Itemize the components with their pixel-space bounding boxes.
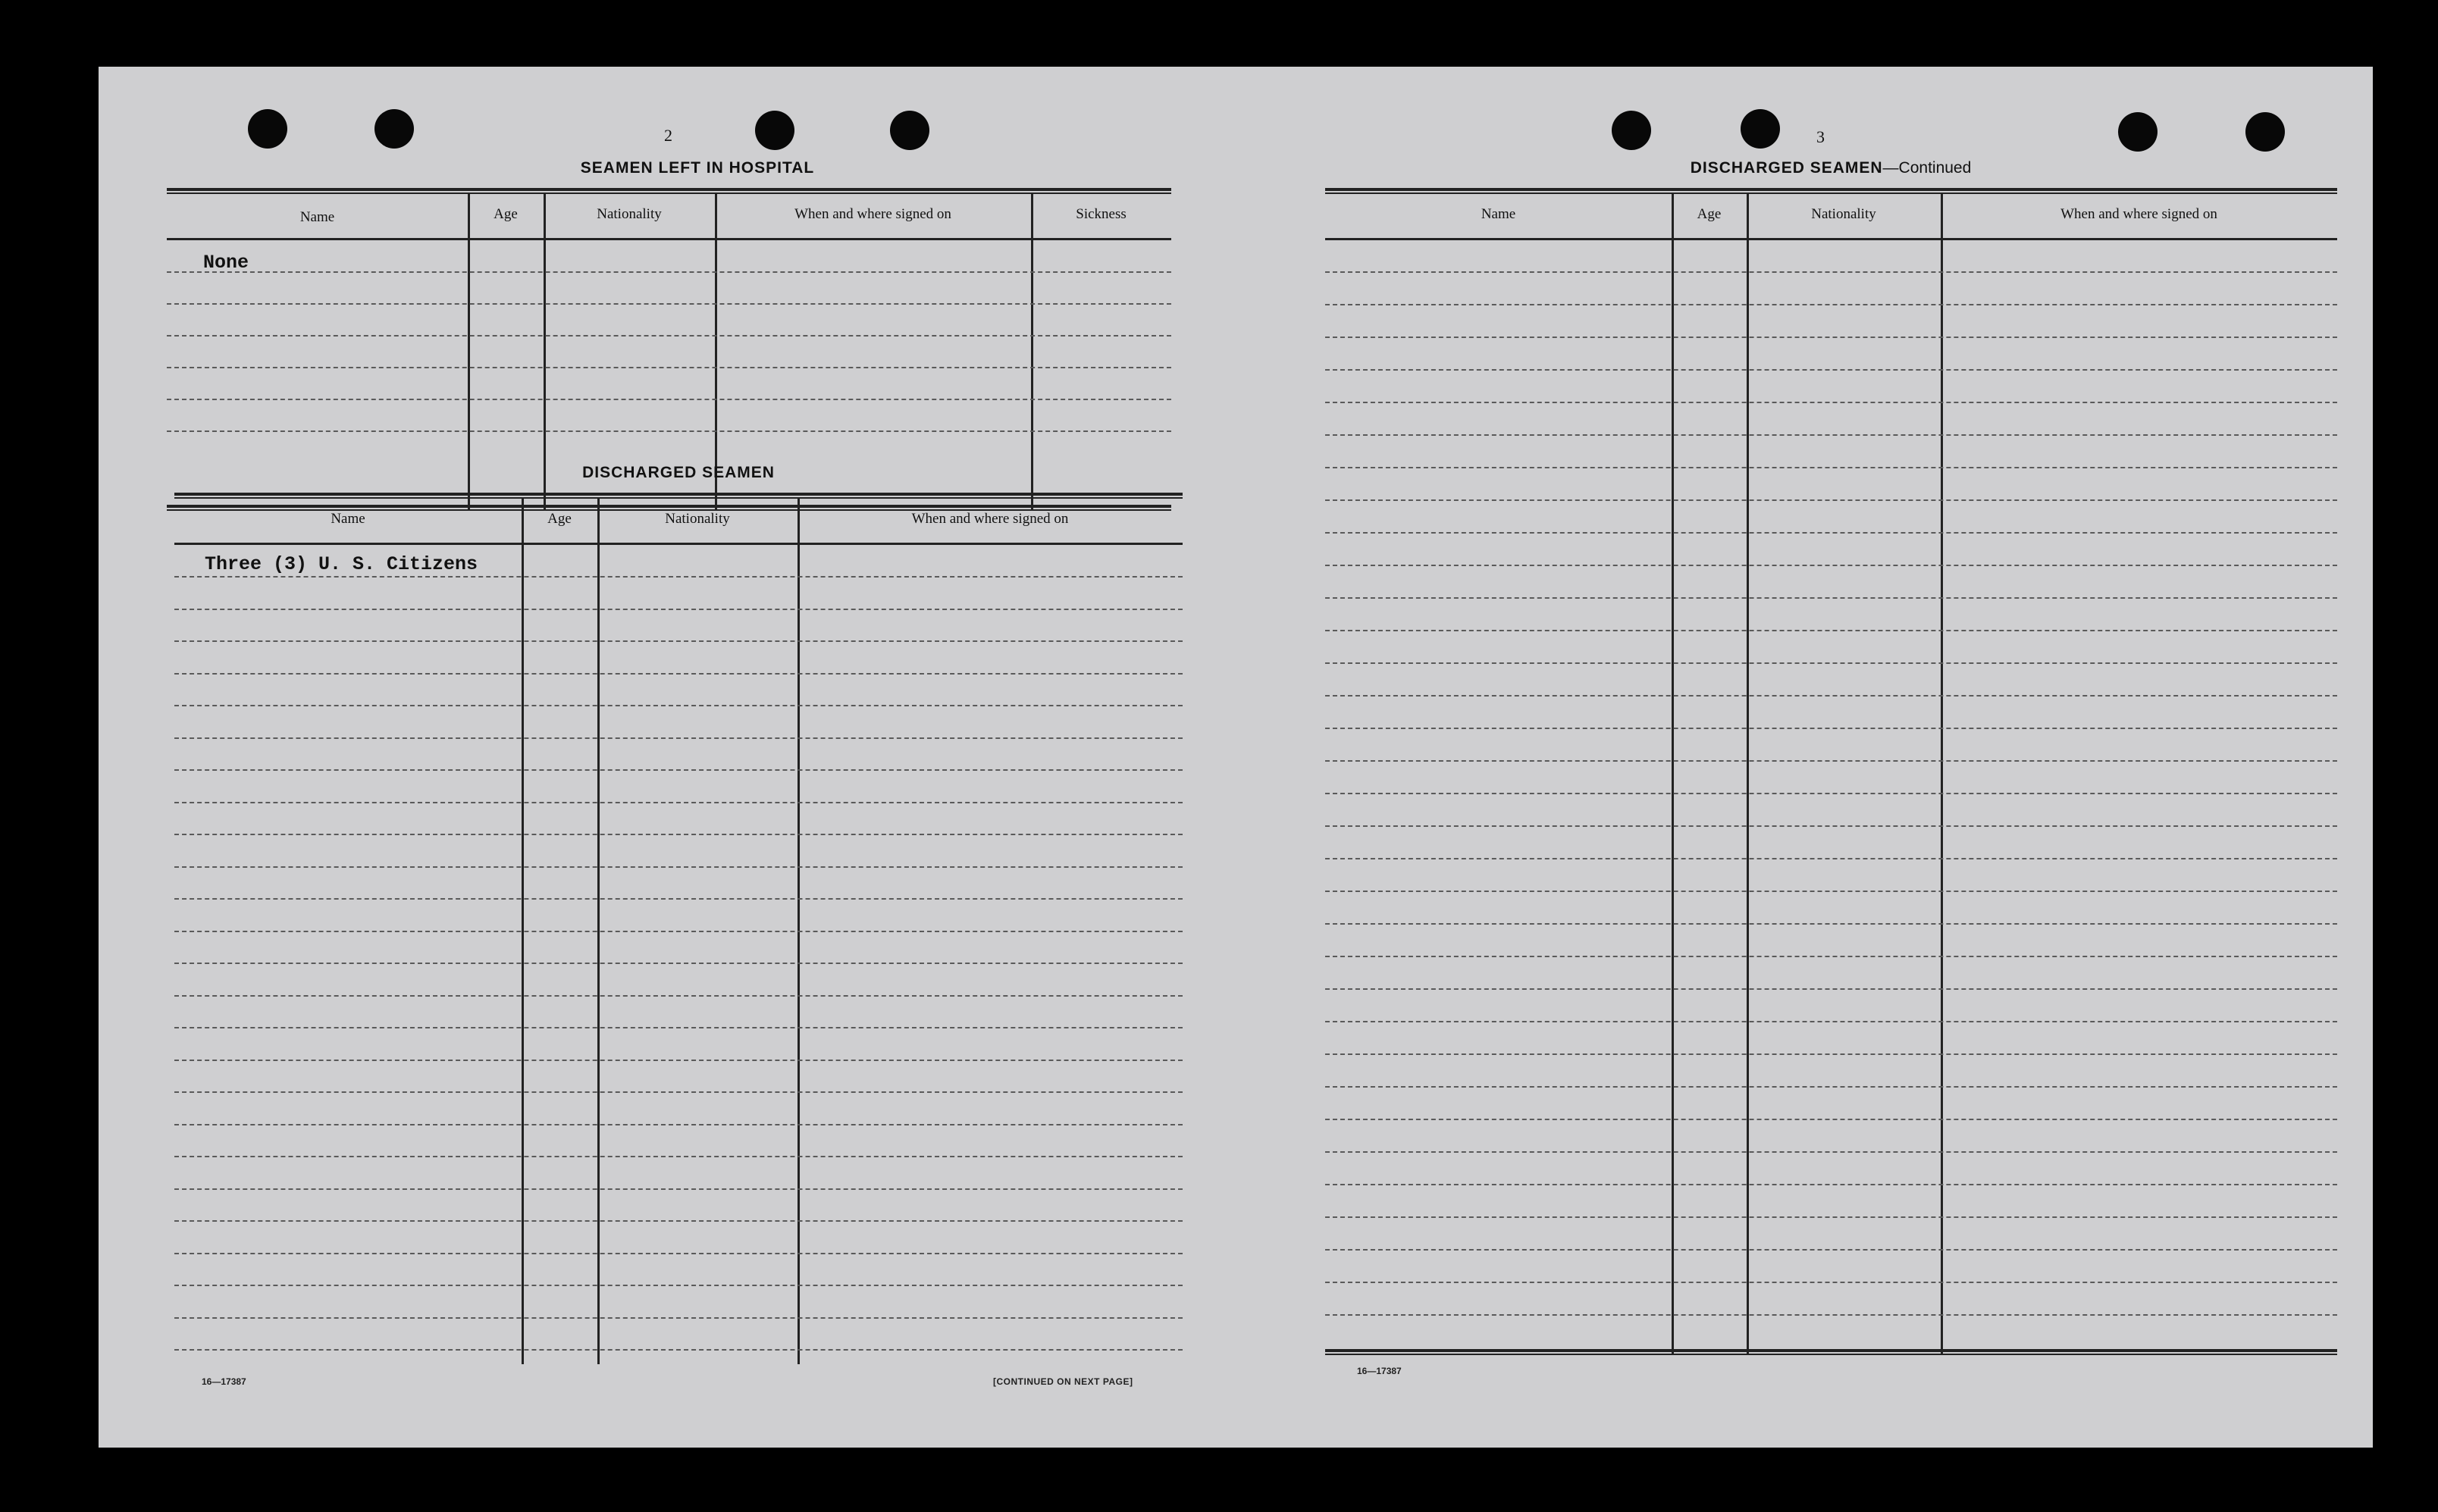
ruled-line — [174, 769, 1183, 771]
hospital-entry: None — [203, 252, 249, 274]
ruled-line — [1325, 662, 2337, 664]
ruled-line — [1325, 1184, 2337, 1185]
ruled-line — [1325, 858, 2337, 859]
discharged-title: DISCHARGED SEAMEN — [582, 464, 775, 481]
ruled-line — [174, 834, 1183, 835]
page-number: 3 — [1816, 127, 1825, 146]
col-header-name: Name — [299, 209, 335, 225]
ruled-line — [1325, 467, 2337, 468]
discharged-continued-table — [1325, 188, 2337, 1355]
ruled-line — [174, 1220, 1183, 1222]
ruled-line — [174, 1091, 1183, 1093]
ruled-line — [174, 737, 1183, 739]
ruled-line — [174, 1253, 1183, 1254]
ruled-line — [1325, 1216, 2337, 1218]
ruled-line — [174, 963, 1183, 964]
ruled-line — [174, 802, 1183, 803]
ruled-line — [174, 1285, 1183, 1286]
document-sheet — [99, 67, 2373, 1448]
ruled-line — [174, 1124, 1183, 1125]
ruled-line — [1325, 1086, 2337, 1088]
punch-hole — [248, 109, 287, 149]
form-number: 16—17387 — [202, 1376, 246, 1387]
ruled-line — [174, 1027, 1183, 1028]
ruled-line — [174, 931, 1183, 932]
ruled-line — [174, 1060, 1183, 1061]
ruled-line — [1325, 825, 2337, 827]
col-header-signed-on: When and where signed on — [794, 206, 951, 222]
ruled-line — [1325, 1249, 2337, 1251]
col-header-age: Age — [547, 511, 572, 527]
ruled-line — [1325, 369, 2337, 371]
col-header-age: Age — [1697, 206, 1722, 222]
title-main: DISCHARGED SEAMEN — [1690, 159, 1883, 177]
ruled-line — [1325, 793, 2337, 794]
ruled-line — [174, 995, 1183, 997]
form-number: 16—17387 — [1357, 1366, 1402, 1376]
col-header-nationality: Nationality — [597, 206, 662, 222]
punch-hole — [1612, 111, 1651, 150]
ruled-line — [1325, 728, 2337, 729]
ruled-line — [1325, 597, 2337, 599]
col-header-name: Name — [1481, 206, 1516, 222]
ruled-line — [174, 1349, 1183, 1351]
continued-note: [CONTINUED ON NEXT PAGE] — [993, 1376, 1133, 1387]
ruled-line — [1325, 1053, 2337, 1055]
ruled-line — [1325, 1021, 2337, 1022]
ruled-line — [1325, 891, 2337, 892]
ruled-line — [174, 640, 1183, 642]
ruled-line — [174, 1156, 1183, 1157]
punch-hole — [1741, 109, 1780, 149]
ruled-line — [1325, 695, 2337, 697]
discharged-table — [174, 493, 1183, 1364]
page-number: 2 — [664, 126, 672, 145]
ruled-line — [174, 576, 1183, 578]
ruled-line — [1325, 271, 2337, 273]
col-header-signed-on: When and where signed on — [911, 511, 1069, 527]
ruled-line — [1325, 434, 2337, 436]
hospital-title: SEAMEN LEFT IN HOSPITAL — [580, 159, 815, 177]
punch-hole — [2118, 112, 2158, 152]
ruled-line — [1325, 1151, 2337, 1153]
ruled-line — [1325, 923, 2337, 925]
ruled-line — [174, 673, 1183, 675]
col-header-nationality: Nationality — [665, 511, 730, 527]
col-header-name: Name — [331, 511, 365, 527]
hospital-table — [167, 188, 1171, 511]
col-header-age: Age — [494, 206, 518, 222]
ruled-line — [1325, 402, 2337, 403]
ruled-line — [1325, 532, 2337, 534]
punch-hole — [755, 111, 794, 150]
ruled-line — [174, 866, 1183, 868]
ruled-line — [1325, 1119, 2337, 1120]
discharged-continued-title — [1327, 159, 2335, 177]
ruled-line — [174, 609, 1183, 610]
title-continued: —Continued — [1882, 159, 1972, 177]
ruled-line — [1325, 1282, 2337, 1283]
ruled-line — [174, 705, 1183, 706]
ruled-line — [1325, 304, 2337, 305]
punch-hole — [2245, 112, 2285, 152]
ruled-line — [1325, 1314, 2337, 1316]
ruled-line — [174, 1317, 1183, 1319]
col-header-signed-on: When and where signed on — [2060, 206, 2217, 222]
ruled-line — [1325, 630, 2337, 631]
col-header-sickness: Sickness — [1076, 206, 1127, 222]
ruled-line — [1325, 499, 2337, 501]
ruled-line — [174, 1188, 1183, 1190]
ruled-line — [1325, 337, 2337, 338]
ruled-line — [1325, 760, 2337, 762]
ruled-line — [174, 898, 1183, 900]
ruled-line — [1325, 988, 2337, 990]
ruled-line — [1325, 956, 2337, 957]
punch-hole — [374, 109, 414, 149]
ruled-line — [1325, 565, 2337, 566]
col-header-nationality: Nationality — [1811, 206, 1876, 222]
discharged-entry: Three (3) U. S. Citizens — [205, 553, 478, 575]
punch-hole — [890, 111, 929, 150]
